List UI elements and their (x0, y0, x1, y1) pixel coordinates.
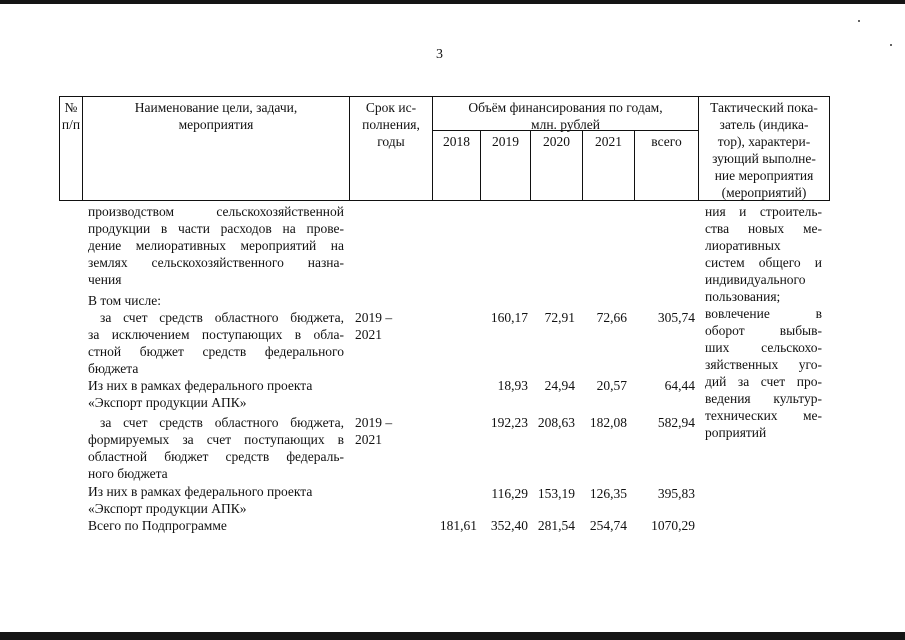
row-5-val-2019: 352,40 (490, 518, 528, 533)
row-4-val-2020: 153,19 (537, 486, 575, 501)
row-1-val-2019: 160,17 (490, 310, 528, 325)
row-4-val-2019: 116,29 (491, 486, 528, 501)
row-5-val-2021: 254,74 (589, 518, 627, 533)
row-5-val-total: 1070,29 (651, 518, 695, 533)
header-year-2019: 2019 (492, 134, 519, 149)
intro-text: производством сельскохозяйственной продукции в части расходов на прове- дение мелиоративных мероприятий на землях сельскохозяйственного назна- чения (88, 204, 344, 287)
row-3-name: за счет средств областного бюджета, формируемых за счет поступающих в областной бюджет средств федераль- ного бюджета (88, 415, 344, 481)
row-4-name: Из них в рамках федерального проекта «Экспорт продукции АПК» (88, 484, 313, 516)
in-that-number-label: В том числе: (88, 293, 161, 308)
page-number: 3 (436, 47, 443, 62)
row-4-val-2021: 126,35 (589, 486, 627, 501)
row-2-val-total: 64,44 (664, 378, 695, 393)
row-1-name: за счет средств областного бюджета, за исключением поступающих в обла- стной бюджет средств федерального бюджета (88, 310, 344, 376)
row-3-term: 2019 – 2021 (355, 415, 393, 447)
header-year-2021: 2021 (595, 134, 622, 149)
indicator-text: ния и строитель- ства новых ме- лиоративных систем общего и индивидуального пользования; вовлечение в оборот выбыв- ших сельскохо- зяйственных уго- дий за счет про- ведения культур- технических ме- роприятий (705, 204, 822, 440)
header-year-2020: 2020 (543, 134, 570, 149)
row-1-val-2021: 72,66 (596, 310, 627, 325)
row-2-val-2020: 24,94 (544, 378, 575, 393)
row-5-name: Всего по Подпрограмме (88, 518, 227, 533)
row-1-val-total: 305,74 (657, 310, 695, 325)
row-1-term: 2019 – 2021 (355, 310, 393, 342)
row-2-name: Из них в рамках федерального проекта «Экспорт продукции АПК» (88, 378, 313, 410)
row-3-val-2020: 208,63 (537, 415, 575, 430)
row-3-val-2019: 192,23 (490, 415, 528, 430)
header-term: Срок ис- полнения, годы (362, 100, 420, 149)
row-3-val-total: 582,94 (657, 415, 695, 430)
row-5-val-2020: 281,54 (537, 518, 575, 533)
header-total: всего (651, 134, 682, 149)
row-4-val-total: 395,83 (657, 486, 695, 501)
row-2-val-2019: 18,93 (497, 378, 528, 393)
header-no: № п/п (61, 100, 81, 132)
header-indicator: Тактический пока- затель (индика- тор), характери- зующий выполне- ние мероприятия (мероприятий) (710, 100, 818, 200)
header-finance: Объём финансирования по годам, млн. рублей (468, 100, 663, 132)
scan-speck (890, 44, 892, 46)
row-3-val-2021: 182,08 (589, 415, 627, 430)
header-year-2018: 2018 (443, 134, 470, 149)
scan-top-border (0, 0, 905, 4)
row-5-val-2018: 181,61 (439, 518, 477, 533)
row-1-val-2020: 72,91 (544, 310, 575, 325)
header-name: Наименование цели, задачи, мероприятия (134, 100, 298, 132)
scan-speck (858, 20, 860, 22)
row-2-val-2021: 20,57 (596, 378, 627, 393)
scan-bottom-border (0, 632, 905, 640)
